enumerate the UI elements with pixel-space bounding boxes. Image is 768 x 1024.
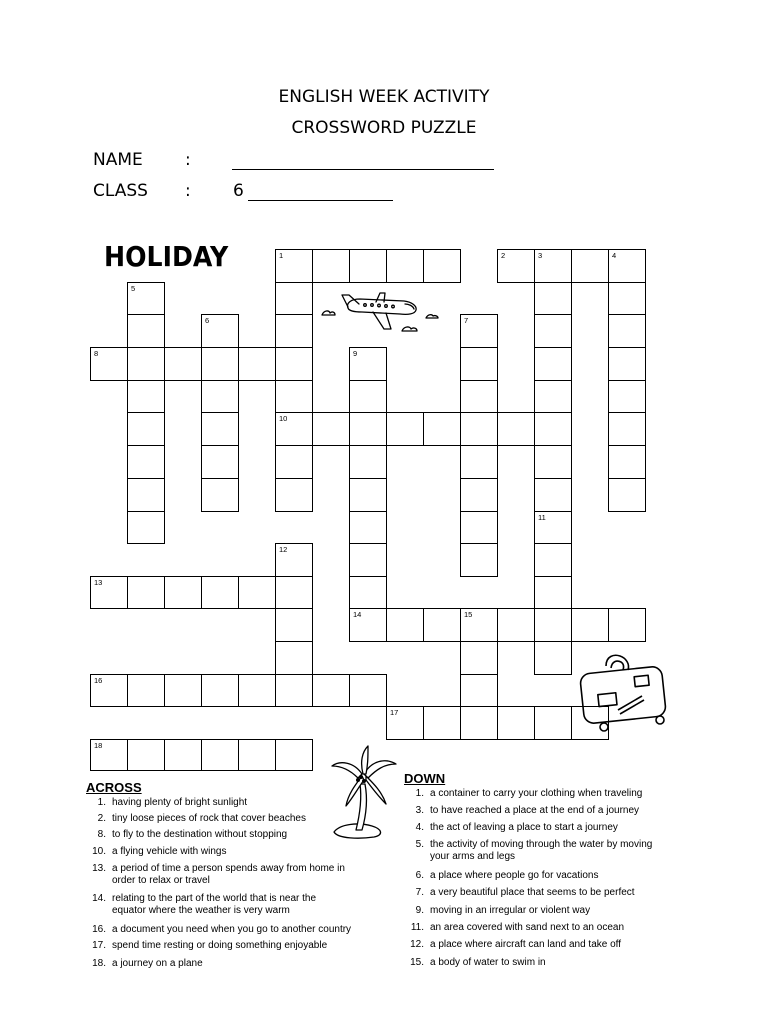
class-answer-line[interactable] bbox=[248, 181, 393, 201]
across-heading: ACROSS bbox=[86, 780, 142, 795]
down-clue bbox=[404, 870, 662, 882]
crossword-cell[interactable] bbox=[423, 706, 461, 740]
across-clue bbox=[86, 829, 352, 841]
down-clue bbox=[404, 887, 662, 899]
crossword-cell[interactable] bbox=[201, 380, 239, 413]
across-clue bbox=[86, 797, 352, 809]
clue-text: a place where aircraft can land and take off bbox=[430, 939, 622, 950]
across-clue bbox=[86, 958, 352, 970]
crossword-cell[interactable] bbox=[534, 608, 572, 642]
crossword-cell[interactable] bbox=[571, 608, 609, 642]
crossword-cell[interactable] bbox=[534, 706, 572, 740]
clue-number: 8 bbox=[94, 349, 99, 358]
crossword-cell[interactable] bbox=[127, 380, 165, 413]
crossword-cell[interactable] bbox=[460, 674, 498, 707]
crossword-cell[interactable] bbox=[349, 249, 387, 283]
clue-number: 11. bbox=[410, 922, 424, 933]
crossword-cell[interactable] bbox=[386, 608, 424, 642]
crossword-cell[interactable] bbox=[164, 739, 202, 771]
clue-text: spend time resting or doing something enjoyable bbox=[112, 940, 328, 951]
crossword-cell[interactable] bbox=[275, 314, 313, 348]
crossword-cell[interactable] bbox=[275, 445, 313, 479]
clue-number: 14. bbox=[92, 893, 106, 904]
crossword-cell[interactable] bbox=[534, 347, 572, 381]
clue-number: 6. bbox=[415, 870, 424, 881]
crossword-cell[interactable] bbox=[608, 314, 646, 348]
crossword-cell[interactable] bbox=[275, 380, 313, 413]
crossword-cell[interactable] bbox=[497, 706, 535, 740]
crossword-cell[interactable] bbox=[608, 412, 646, 446]
crossword-cell[interactable] bbox=[534, 511, 572, 544]
down-clue bbox=[404, 957, 662, 969]
clue-number: 5 bbox=[131, 284, 136, 293]
across-clue bbox=[86, 813, 352, 825]
crossword-cell[interactable] bbox=[90, 674, 128, 707]
crossword-cell[interactable] bbox=[349, 511, 387, 544]
clue-number: 2 bbox=[501, 251, 506, 260]
crossword-cell[interactable] bbox=[275, 412, 313, 446]
crossword-cell[interactable] bbox=[497, 412, 535, 446]
crossword-cell[interactable] bbox=[423, 412, 461, 446]
crossword-cell[interactable] bbox=[201, 314, 239, 348]
clue-text: a document you need when you go to another country bbox=[112, 924, 352, 935]
crossword-cell[interactable] bbox=[127, 412, 165, 446]
crossword-cell[interactable] bbox=[238, 576, 276, 609]
clue-number: 8. bbox=[97, 829, 106, 840]
crossword-cell[interactable] bbox=[201, 576, 239, 609]
crossword-cell[interactable] bbox=[127, 282, 165, 315]
crossword-cell[interactable] bbox=[460, 380, 498, 413]
crossword-cell[interactable] bbox=[349, 412, 387, 446]
clue-text: a period of time a person spends away from home in order to relax or travel bbox=[112, 863, 345, 886]
clue-text: a container to carry your clothing when traveling bbox=[430, 788, 643, 799]
crossword-cell[interactable] bbox=[534, 576, 572, 609]
crossword-cell[interactable] bbox=[238, 674, 276, 707]
crossword-cell[interactable] bbox=[534, 380, 572, 413]
crossword-cell[interactable] bbox=[608, 445, 646, 479]
crossword-cell[interactable] bbox=[127, 445, 165, 479]
crossword-cell[interactable] bbox=[608, 380, 646, 413]
crossword-cell[interactable] bbox=[349, 608, 387, 642]
crossword-cell[interactable] bbox=[534, 543, 572, 577]
crossword-cell[interactable] bbox=[608, 282, 646, 315]
clue-number: 15. bbox=[410, 957, 424, 968]
crossword-cell[interactable] bbox=[608, 249, 646, 283]
crossword-cell[interactable] bbox=[460, 445, 498, 479]
clue-text: the activity of moving through the water by moving your arms and legs bbox=[430, 839, 653, 862]
class-colon: : bbox=[185, 181, 191, 201]
down-heading: DOWN bbox=[404, 771, 446, 786]
crossword-cell[interactable] bbox=[275, 576, 313, 609]
crossword-cell[interactable] bbox=[534, 445, 572, 479]
clue-number: 9 bbox=[353, 349, 358, 358]
clue-text: having plenty of bright sunlight bbox=[112, 797, 248, 808]
crossword-cell[interactable] bbox=[349, 543, 387, 577]
across-clue bbox=[86, 846, 352, 858]
crossword-cell[interactable] bbox=[534, 282, 572, 315]
crossword-cell[interactable] bbox=[460, 511, 498, 544]
clue-number: 13. bbox=[92, 863, 106, 874]
suitcase-icon bbox=[576, 652, 672, 734]
clue-number: 1. bbox=[415, 788, 424, 799]
crossword-cell[interactable] bbox=[90, 576, 128, 609]
palm-tree-icon bbox=[326, 744, 400, 842]
crossword-cell[interactable] bbox=[275, 543, 313, 577]
crossword-cell[interactable] bbox=[90, 739, 128, 771]
crossword-cell[interactable] bbox=[127, 347, 165, 381]
crossword-cell[interactable] bbox=[127, 511, 165, 544]
crossword-cell[interactable] bbox=[201, 347, 239, 381]
crossword-cell[interactable] bbox=[127, 478, 165, 512]
crossword-cell[interactable] bbox=[497, 249, 535, 283]
crossword-cell[interactable] bbox=[349, 380, 387, 413]
clue-number: 16. bbox=[92, 924, 106, 935]
crossword-cell[interactable] bbox=[238, 347, 276, 381]
down-clue bbox=[404, 922, 662, 934]
clue-number: 3 bbox=[538, 251, 543, 260]
clue-number: 5. bbox=[415, 839, 424, 850]
crossword-cell[interactable] bbox=[349, 445, 387, 479]
crossword-cell[interactable] bbox=[275, 282, 313, 315]
crossword-cell[interactable] bbox=[497, 608, 535, 642]
crossword-cell[interactable] bbox=[164, 576, 202, 609]
crossword-cell[interactable] bbox=[201, 478, 239, 512]
crossword-cell[interactable] bbox=[608, 347, 646, 381]
clue-text: the act of leaving a place to start a journey bbox=[430, 822, 618, 833]
down-clue bbox=[404, 822, 662, 834]
clue-number: 17 bbox=[390, 708, 399, 717]
crossword-cell[interactable] bbox=[460, 706, 498, 740]
down-clue bbox=[404, 905, 662, 917]
crossword-cell[interactable] bbox=[423, 249, 461, 283]
puzzle-heading: HOLIDAY bbox=[104, 240, 229, 273]
title-line-2: CROSSWORD PUZZLE bbox=[291, 118, 477, 138]
crossword-cell[interactable] bbox=[571, 249, 609, 283]
crossword-cell[interactable] bbox=[164, 674, 202, 707]
clue-number: 6 bbox=[205, 316, 210, 325]
clue-number: 9. bbox=[415, 905, 424, 916]
crossword-cell[interactable] bbox=[460, 347, 498, 381]
crossword-cell[interactable] bbox=[608, 478, 646, 512]
clue-text: moving in an irregular or violent way bbox=[430, 905, 591, 916]
name-colon: : bbox=[185, 150, 191, 170]
crossword-cell[interactable] bbox=[534, 412, 572, 446]
clue-number: 4 bbox=[612, 251, 617, 260]
name-answer-line[interactable] bbox=[232, 150, 494, 170]
crossword-cell[interactable] bbox=[386, 706, 424, 740]
crossword-cell[interactable] bbox=[349, 478, 387, 512]
crossword-cell[interactable] bbox=[201, 674, 239, 707]
crossword-cell[interactable] bbox=[460, 412, 498, 446]
clue-text: a flying vehicle with wings bbox=[112, 846, 227, 857]
crossword-cell[interactable] bbox=[349, 674, 387, 707]
crossword-cell[interactable] bbox=[312, 412, 350, 446]
crossword-cell[interactable] bbox=[386, 249, 424, 283]
clue-number: 3. bbox=[415, 805, 424, 816]
clue-number: 4. bbox=[415, 822, 424, 833]
clue-text: an area covered with sand next to an ocean bbox=[430, 922, 625, 933]
clue-text: relating to the part of the world that is near the equator where the weather is very warm bbox=[112, 893, 317, 916]
crossword-cell[interactable] bbox=[312, 249, 350, 283]
crossword-cell[interactable] bbox=[460, 543, 498, 577]
crossword-cell[interactable] bbox=[275, 739, 313, 771]
crossword-cell[interactable] bbox=[460, 478, 498, 512]
crossword-cell[interactable] bbox=[127, 674, 165, 707]
clue-number: 18 bbox=[94, 741, 103, 750]
crossword-cell[interactable] bbox=[275, 478, 313, 512]
clue-text: a body of water to swim in bbox=[430, 957, 546, 968]
down-clue bbox=[404, 805, 662, 817]
crossword-cell[interactable] bbox=[275, 347, 313, 381]
class-value: 6 bbox=[233, 181, 244, 201]
crossword-cell[interactable] bbox=[164, 347, 202, 381]
clue-number: 16 bbox=[94, 676, 103, 685]
crossword-cell[interactable] bbox=[349, 576, 387, 609]
airplane-icon bbox=[318, 288, 456, 340]
crossword-cell[interactable] bbox=[349, 347, 387, 381]
crossword-cell[interactable] bbox=[534, 478, 572, 512]
clue-number: 11 bbox=[538, 513, 546, 522]
crossword-cell[interactable] bbox=[127, 576, 165, 609]
class-label: CLASS bbox=[93, 181, 148, 201]
crossword-cell[interactable] bbox=[534, 641, 572, 675]
title-line-1: ENGLISH WEEK ACTIVITY bbox=[278, 87, 490, 107]
clue-number: 12. bbox=[410, 939, 424, 950]
clue-number: 18. bbox=[92, 958, 106, 969]
crossword-cell[interactable] bbox=[460, 608, 498, 642]
crossword-cell[interactable] bbox=[608, 608, 646, 642]
name-label: NAME bbox=[93, 150, 143, 170]
clue-number: 10. bbox=[92, 846, 106, 857]
clue-number: 2. bbox=[97, 813, 106, 824]
clue-number: 17. bbox=[92, 940, 106, 951]
down-clue bbox=[404, 839, 662, 863]
clue-number: 14 bbox=[353, 610, 362, 619]
crossword-cell[interactable] bbox=[238, 739, 276, 771]
crossword-cell[interactable] bbox=[201, 412, 239, 446]
crossword-cell[interactable] bbox=[90, 347, 128, 381]
crossword-cell[interactable] bbox=[275, 249, 313, 283]
crossword-cell[interactable] bbox=[127, 739, 165, 771]
across-clue bbox=[86, 863, 352, 887]
clue-number: 7 bbox=[464, 316, 469, 325]
crossword-cell[interactable] bbox=[275, 674, 313, 707]
crossword-cell[interactable] bbox=[460, 641, 498, 675]
clue-text: a journey on a plane bbox=[112, 958, 203, 969]
crossword-cell[interactable] bbox=[275, 608, 313, 642]
clue-number: 1 bbox=[279, 251, 284, 260]
clue-number: 7. bbox=[415, 887, 424, 898]
across-clue bbox=[86, 893, 352, 917]
clue-text: a place where people go for vacations bbox=[430, 870, 599, 881]
clue-number: 15 bbox=[464, 610, 473, 619]
clue-text: to fly to the destination without stopping bbox=[112, 829, 288, 840]
crossword-cell[interactable] bbox=[312, 674, 350, 707]
crossword-cell[interactable] bbox=[423, 608, 461, 642]
crossword-cell[interactable] bbox=[386, 412, 424, 446]
crossword-cell[interactable] bbox=[127, 314, 165, 348]
crossword-cell[interactable] bbox=[460, 314, 498, 348]
clue-text: tiny loose pieces of rock that cover beaches bbox=[112, 813, 306, 824]
clue-number: 10 bbox=[279, 414, 288, 423]
crossword-cell[interactable] bbox=[534, 314, 572, 348]
clue-text: to have reached a place at the end of a journey bbox=[430, 805, 640, 816]
down-clue bbox=[404, 939, 662, 951]
clue-number: 13 bbox=[94, 578, 103, 587]
down-clue bbox=[404, 788, 662, 800]
clue-text: a very beautiful place that seems to be perfect bbox=[430, 887, 635, 898]
crossword-cell[interactable] bbox=[201, 739, 239, 771]
clue-number: 12 bbox=[279, 545, 288, 554]
crossword-cell[interactable] bbox=[201, 445, 239, 479]
crossword-cell[interactable] bbox=[275, 641, 313, 675]
clue-number: 1. bbox=[97, 797, 106, 808]
across-clue bbox=[86, 940, 352, 952]
across-clue bbox=[86, 924, 352, 936]
crossword-cell[interactable] bbox=[534, 249, 572, 283]
